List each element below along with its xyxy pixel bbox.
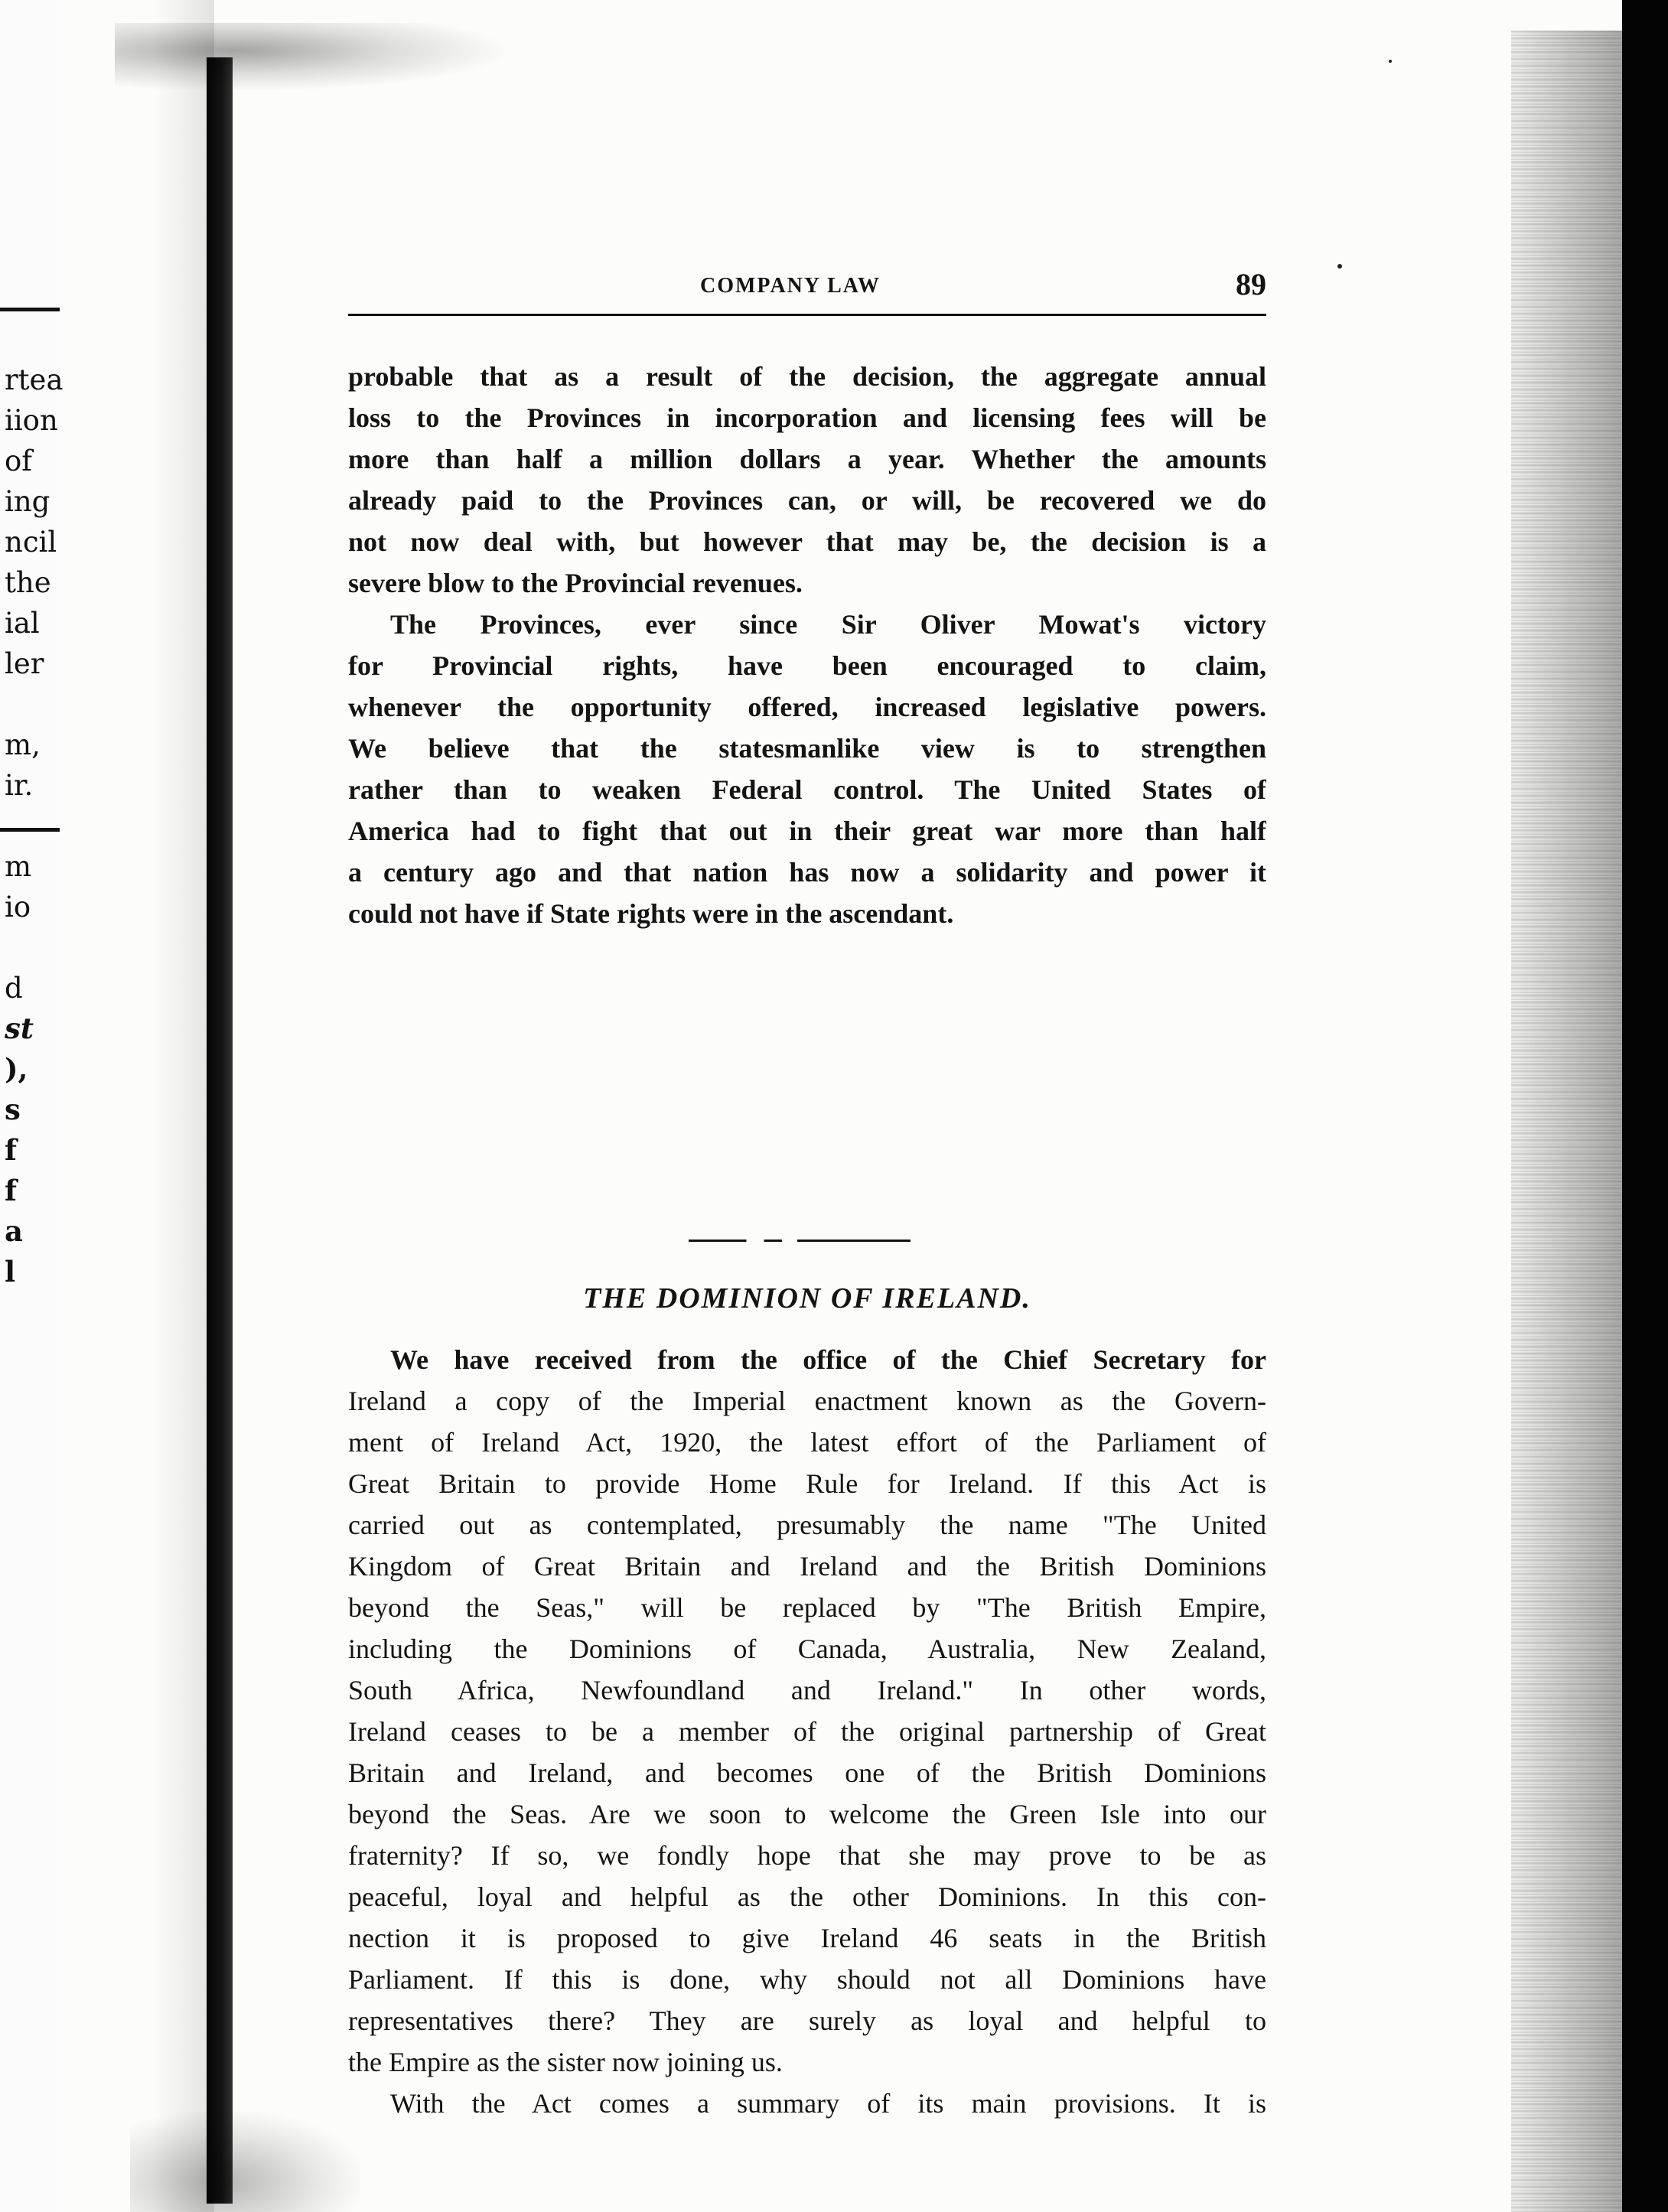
section-title: THE DOMINION OF IRELAND. bbox=[583, 1282, 1031, 1314]
text-line: Ireland ceases to be a member of the original partnership of Great bbox=[348, 1716, 1266, 1747]
scan-smudge-bottom bbox=[130, 2112, 360, 2212]
scan-border-right bbox=[1622, 0, 1668, 2212]
page-number: 89 bbox=[1236, 267, 1266, 301]
scan-smudge-top bbox=[115, 23, 513, 92]
facing-fragment: f bbox=[5, 1174, 17, 1207]
paragraph-1 bbox=[348, 356, 1266, 604]
text-line: probable that as a result of the decision, the aggregate annual bbox=[348, 361, 1266, 392]
text-line: With the Act comes a summary of its main provisions. It is bbox=[390, 2088, 1266, 2119]
text-line: fraternity? If so, we fondly hope that she may prove to be as bbox=[348, 1840, 1266, 1871]
facing-page-rule-top bbox=[0, 308, 60, 311]
text-line: the Empire as the sister now joining us. bbox=[348, 2047, 783, 2077]
facing-fragment: rtea bbox=[5, 363, 64, 396]
facing-fragment: ler bbox=[5, 647, 44, 680]
text-line: Britain and Ireland, and becomes one of the British Dominions bbox=[348, 1758, 1266, 1788]
paragraph-4 bbox=[348, 2083, 1266, 2124]
text-line: The Provinces, ever since Sir Oliver Mowat's victory bbox=[390, 609, 1266, 640]
facing-fragment: s bbox=[5, 1093, 21, 1126]
text-line: not now deal with, but however that may be, the decision is a bbox=[348, 526, 1266, 557]
text-line: Kingdom of Great Britain and Ireland and the British Dominions bbox=[348, 1551, 1266, 1582]
facing-fragment: ncil bbox=[5, 526, 57, 559]
facing-fragment: ir. bbox=[5, 769, 34, 802]
text-line: Parliament. If this is done, why should not all Dominions have bbox=[348, 1964, 1266, 1995]
facing-fragment bbox=[5, 684, 66, 725]
facing-fragment: st bbox=[5, 1012, 34, 1045]
text-line: We believe that the statesmanlike view is to strengthen bbox=[348, 733, 1266, 764]
facing-fragment: ing bbox=[5, 485, 50, 518]
text-line: whenever the opportunity offered, increased legislative powers. bbox=[348, 692, 1266, 722]
running-head bbox=[348, 260, 1266, 306]
text-line: for Provincial rights, have been encouraged to claim, bbox=[348, 650, 1266, 681]
book-gutter bbox=[207, 57, 233, 2204]
facing-fragment: of bbox=[5, 445, 32, 477]
text-line: more than half a million dollars a year. Whether the amounts bbox=[348, 444, 1266, 474]
text-line: South Africa, Newfoundland and Ireland." In other words, bbox=[348, 1675, 1266, 1705]
text-line: severe blow to the Provincial revenues. bbox=[348, 568, 803, 598]
text-line: ment of Ireland Act, 1920, the latest effort of the Parliament of bbox=[348, 1427, 1266, 1458]
header-rule bbox=[348, 314, 1266, 316]
text-line: America had to fight that out in their great war more than half bbox=[348, 816, 1266, 846]
facing-fragment: m bbox=[5, 850, 32, 883]
facing-fragment: the bbox=[5, 566, 51, 599]
facing-fragment: io bbox=[5, 891, 31, 924]
facing-fragment: d bbox=[5, 972, 23, 1005]
facing-fragment: ), bbox=[5, 1052, 28, 1086]
text-line: Ireland a copy of the Imperial enactment known as the Govern- bbox=[348, 1386, 1266, 1416]
section-divider bbox=[689, 1240, 911, 1242]
text-line: peaceful, loyal and helpful as the other Dominions. In this con- bbox=[348, 1881, 1266, 1912]
text-page bbox=[348, 260, 1266, 2119]
facing-fragment bbox=[5, 927, 66, 968]
text-line: including the Dominions of Canada, Australia, New Zealand, bbox=[348, 1634, 1266, 1664]
text-line: could not have if State rights were in the ascendant. bbox=[348, 898, 954, 929]
facing-page-fragments bbox=[5, 360, 66, 1292]
paragraph-2 bbox=[348, 604, 1266, 934]
scan-speck bbox=[1337, 264, 1342, 269]
facing-fragment: l bbox=[5, 1255, 16, 1288]
text-line: a century ago and that nation has now a solidarity and power it bbox=[348, 857, 1266, 888]
text-line: carried out as contemplated, presumably the name "The United bbox=[348, 1510, 1266, 1540]
text-line: beyond the Seas. Are we soon to welcome the Green Isle into our bbox=[348, 1799, 1266, 1829]
facing-fragment: a bbox=[5, 1214, 23, 1248]
facing-fragment: m, bbox=[5, 728, 41, 761]
text-line: loss to the Provinces in incorporation and licensing fees will be bbox=[348, 402, 1266, 433]
gutter-shadow bbox=[153, 0, 214, 2212]
text-line: already paid to the Provinces can, or will, be recovered we do bbox=[348, 485, 1266, 516]
text-line: rather than to weaken Federal control. The United States of bbox=[348, 774, 1266, 805]
text-line: representatives there? They are surely as loyal and helpful to bbox=[348, 2005, 1266, 2036]
running-title: COMPANY LAW bbox=[700, 274, 881, 298]
text-line: beyond the Seas," will be replaced by "The British Empire, bbox=[348, 1592, 1266, 1623]
facing-fragment: ial bbox=[5, 607, 40, 640]
text-line: nection it is proposed to give Ireland 46 seats in the British bbox=[348, 1923, 1266, 1953]
paragraph-3 bbox=[348, 1339, 1266, 2083]
facing-fragment: f bbox=[5, 1133, 17, 1167]
facing-fragment bbox=[5, 806, 66, 846]
text-line: We have received from the office of the Chief Secretary for bbox=[390, 1344, 1266, 1375]
text-line: Great Britain to provide Home Rule for Ireland. If this Act is bbox=[348, 1468, 1266, 1499]
page-edge-noise bbox=[1511, 31, 1626, 2212]
facing-fragment: iion bbox=[5, 404, 58, 437]
scan-speck bbox=[1389, 60, 1392, 63]
